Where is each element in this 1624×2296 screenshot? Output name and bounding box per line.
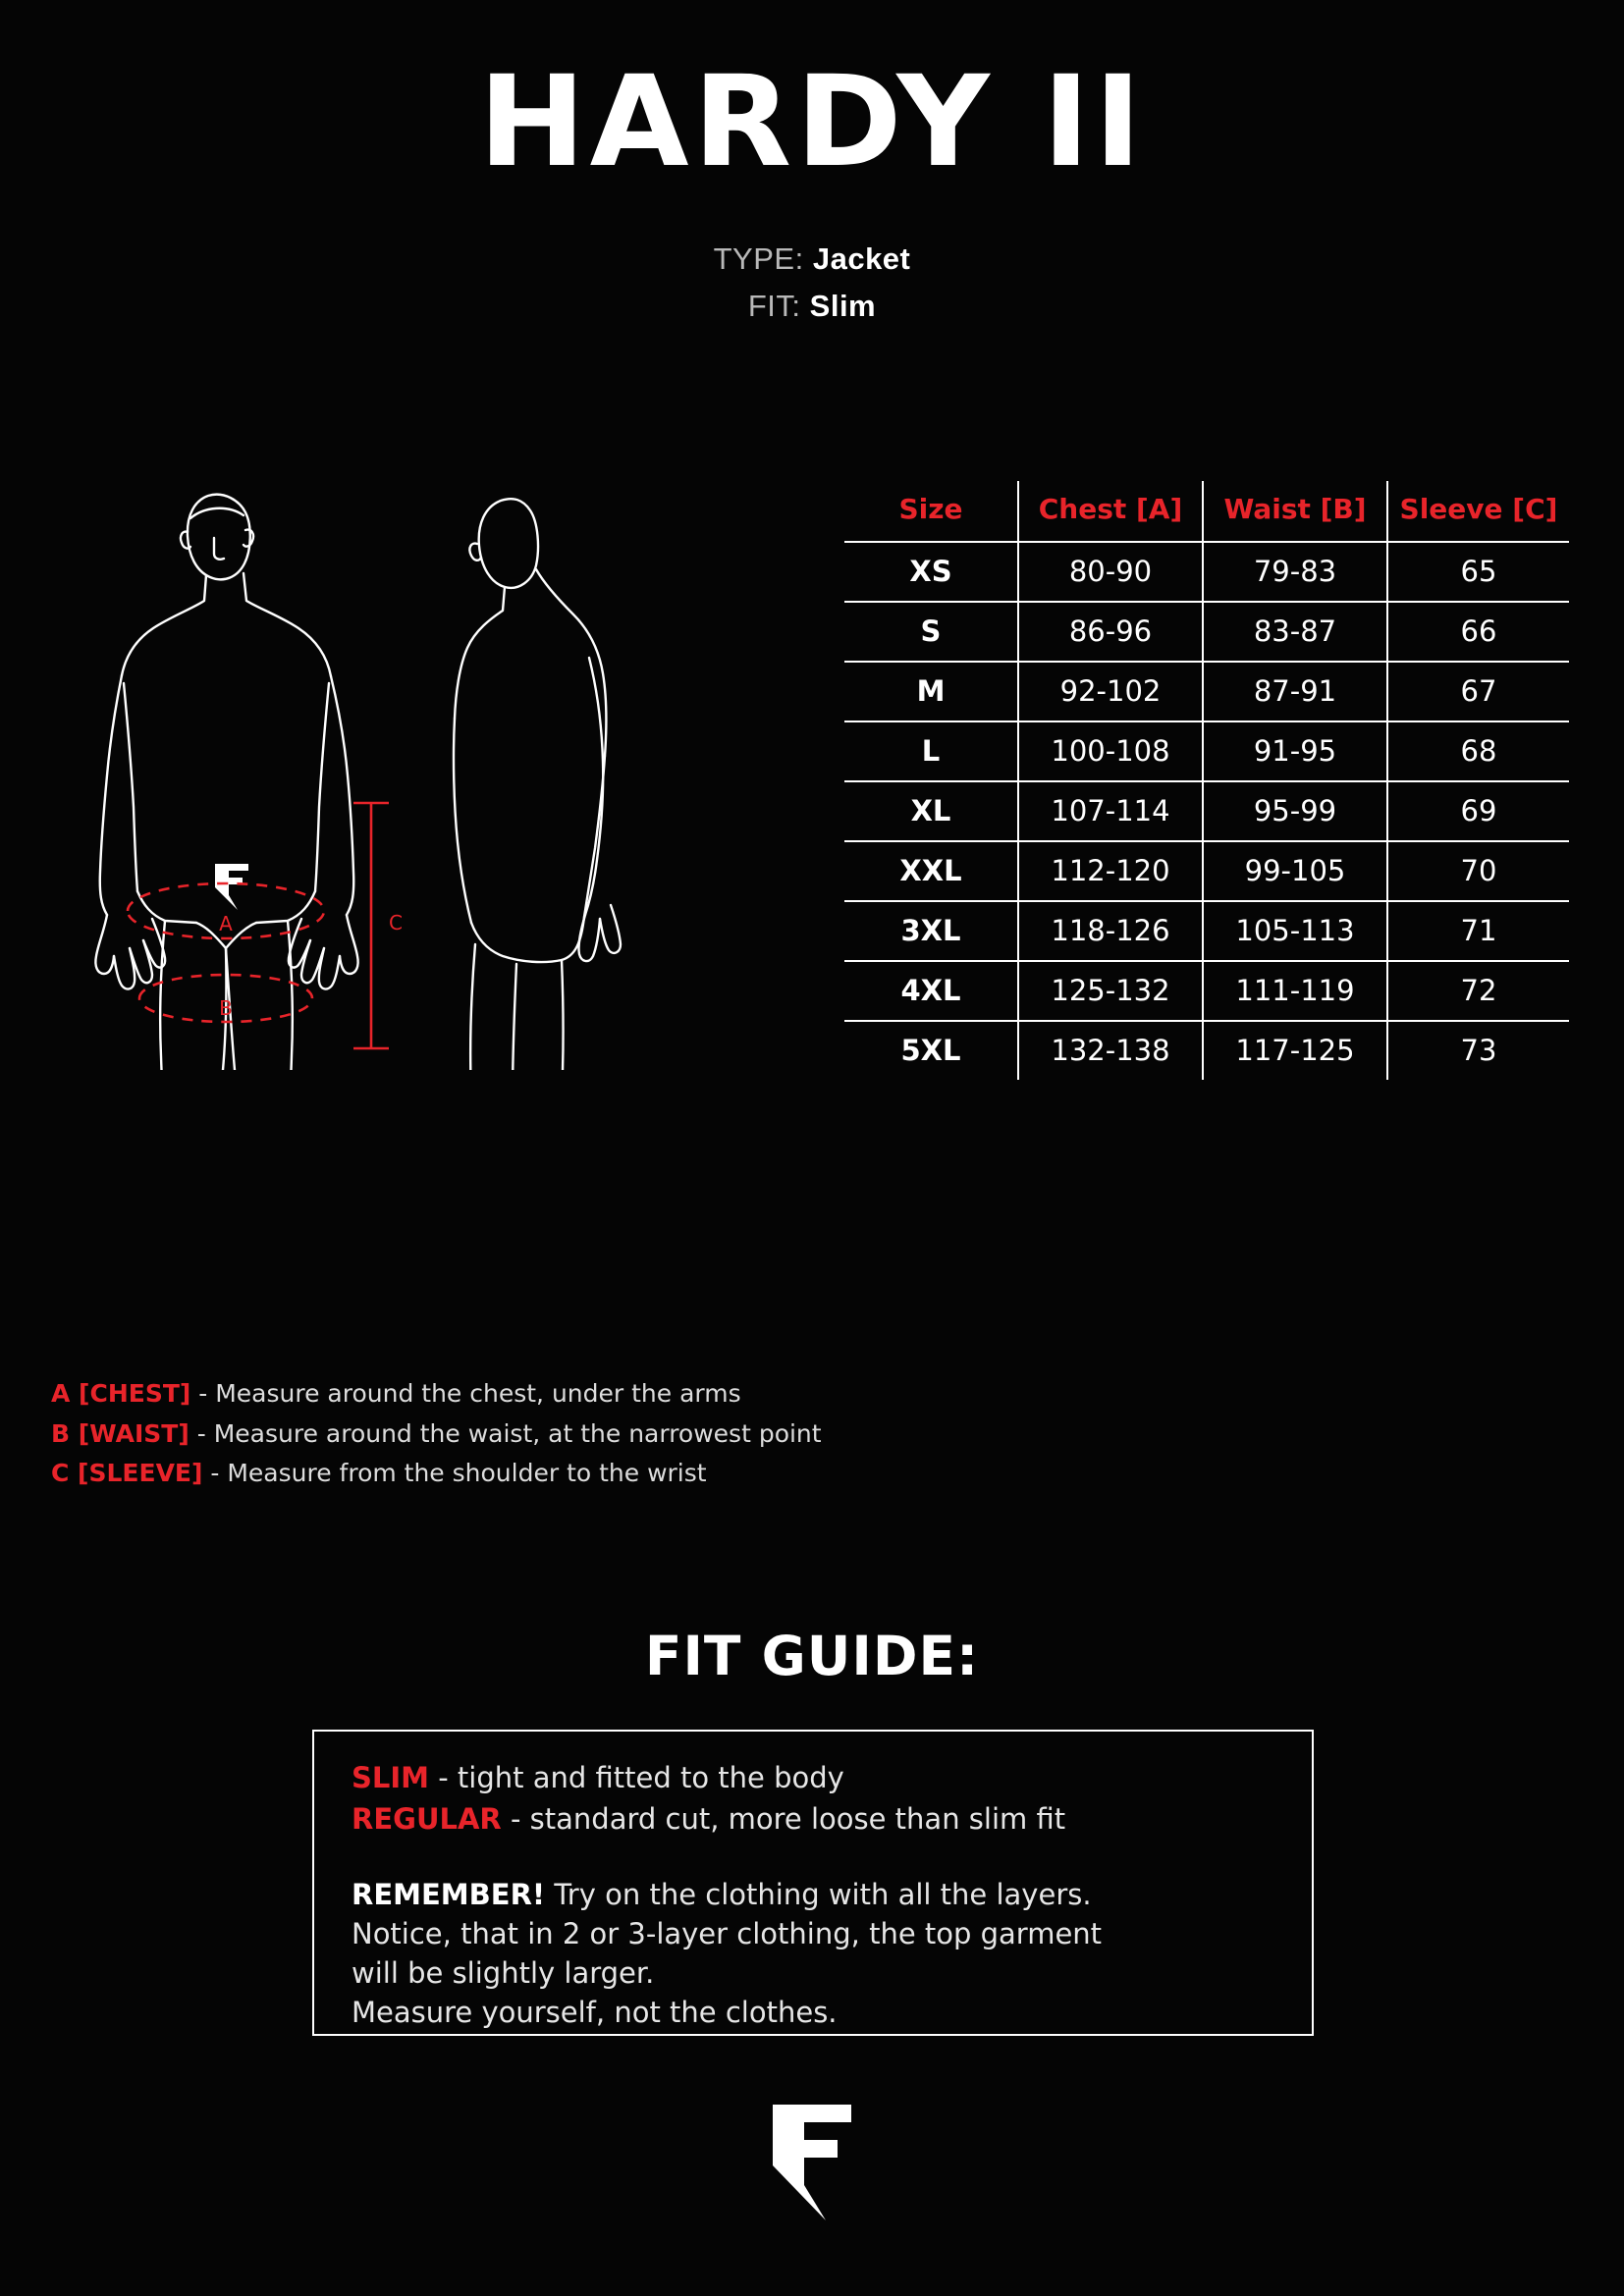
main-content	[0, 461, 1624, 1090]
legend-text-a: - Measure around the chest, under the arms	[190, 1379, 741, 1408]
marker-b-label: B	[219, 996, 233, 1020]
cell-chest: 80-90	[1018, 542, 1203, 602]
cell-sleeve: 67	[1387, 662, 1569, 721]
cell-waist: 91-95	[1203, 721, 1387, 781]
cell-waist: 87-91	[1203, 662, 1387, 721]
cell-size: 3XL	[844, 901, 1018, 961]
marker-c-label: C	[389, 911, 403, 934]
cell-size: XL	[844, 781, 1018, 841]
cell-waist: 117-125	[1203, 1021, 1387, 1080]
cell-chest: 112-120	[1018, 841, 1203, 901]
cell-size: 4XL	[844, 961, 1018, 1021]
legend-item-chest	[51, 1374, 822, 1415]
product-fit-row	[0, 283, 1624, 330]
fit-remember-line2: Notice, that in 2 or 3-layer clothing, the top garment	[352, 1917, 1103, 1951]
fit-remember-line4: Measure yourself, not the clothes.	[352, 1996, 838, 2030]
cell-waist: 99-105	[1203, 841, 1387, 901]
column-header-sleeve: Sleeve [C]	[1387, 481, 1569, 542]
table-row	[844, 841, 1569, 901]
measurement-diagram	[88, 461, 766, 1070]
cell-chest: 100-108	[1018, 721, 1203, 781]
product-fit-value: Slim	[809, 289, 877, 324]
legend-code-a: A [CHEST]	[51, 1379, 191, 1408]
cell-sleeve: 73	[1460, 1034, 1497, 1067]
table-row	[844, 961, 1569, 1021]
table-row	[844, 602, 1569, 662]
cell-waist: 111-119	[1203, 961, 1387, 1021]
cell-size: XS	[844, 542, 1018, 602]
fit-remember-text: Try on the clothing with all the layers.	[545, 1878, 1092, 1912]
product-fit-label: FIT:	[747, 289, 801, 324]
legend-text-c: - Measure from the shoulder to the wrist	[202, 1459, 707, 1487]
fit-slim-text: - tight and fitted to the body	[429, 1761, 844, 1794]
column-header-chest: Chest [A]	[1018, 481, 1203, 542]
cell-waist: 83-87	[1203, 602, 1387, 662]
size-table-head	[844, 481, 1569, 542]
product-meta	[0, 236, 1624, 330]
fit-slim-key: SLIM	[352, 1761, 430, 1794]
legend-item-sleeve	[51, 1454, 822, 1494]
cell-sleeve: 70	[1387, 841, 1569, 901]
legend-text-b: - Measure around the waist, at the narrowest point	[189, 1418, 822, 1448]
fit-remember-line3: will be slightly larger.	[352, 1956, 655, 1991]
cell-size: S	[844, 602, 1018, 662]
table-row	[844, 781, 1569, 841]
marker-a-label: A	[219, 912, 233, 935]
brand-logo-icon	[765, 2101, 859, 2228]
table-row	[844, 721, 1569, 781]
product-type-value: Jacket	[812, 241, 911, 277]
cell-size: XXL	[844, 841, 1018, 901]
fit-remember-block	[352, 1875, 1274, 2032]
cell-sleeve: 71	[1387, 901, 1569, 961]
cell-size: 5XL	[844, 1021, 1018, 1080]
cell-waist: 95-99	[1203, 781, 1387, 841]
table-row	[844, 662, 1569, 721]
cell-chest: 132-138	[1018, 1021, 1203, 1080]
product-type-row	[0, 236, 1624, 283]
fit-regular-text: - standard cut, more loose than slim fit	[501, 1802, 1066, 1837]
table-row	[844, 901, 1569, 961]
table-header-row	[844, 481, 1569, 542]
fit-slim-line	[352, 1757, 1274, 1798]
size-table-wrapper	[844, 481, 1558, 1080]
fit-regular-key: REGULAR	[352, 1802, 502, 1837]
fit-regular-line	[352, 1798, 1274, 1840]
legend-code-b: B [WAIST]	[51, 1418, 189, 1448]
cell-sleeve: 68	[1387, 721, 1569, 781]
column-header-size: Size	[844, 481, 1018, 542]
cell-sleeve: 72	[1387, 961, 1569, 1021]
sleeve-measure-line	[353, 803, 389, 1048]
cell-chest: 92-102	[1018, 662, 1203, 721]
cell-chest: 125-132	[1018, 961, 1203, 1021]
product-type-label: TYPE:	[713, 241, 804, 277]
table-row	[844, 542, 1569, 602]
size-table	[844, 481, 1569, 1080]
legend-item-waist	[51, 1415, 822, 1455]
measurement-legend	[51, 1374, 822, 1494]
cell-waist: 79-83	[1203, 542, 1387, 602]
fit-remember-key: REMEMBER!	[352, 1878, 546, 1912]
cell-chest: 107-114	[1018, 781, 1203, 841]
cell-chest: 118-126	[1018, 901, 1203, 961]
column-header-waist: Waist [B]	[1203, 481, 1387, 542]
size-table-body	[844, 542, 1569, 1080]
cell-sleeve: 66	[1387, 602, 1569, 662]
cell-size: L	[844, 721, 1018, 781]
fit-guide-box	[312, 1730, 1314, 2036]
side-figure-outline	[454, 499, 621, 1070]
cell-sleeve: 65	[1387, 542, 1569, 602]
table-row	[844, 1021, 1569, 1080]
legend-code-c: C [SLEEVE]	[51, 1459, 203, 1487]
page-title: HARDY II	[478, 49, 1146, 195]
cell-chest: 86-96	[1018, 602, 1203, 662]
cell-sleeve: 69	[1387, 781, 1569, 841]
brand-logo-icon	[215, 864, 248, 910]
fit-guide-title: FIT GUIDE:	[644, 1625, 980, 1687]
front-figure-outline	[95, 495, 357, 1070]
cell-waist: 105-113	[1203, 901, 1387, 961]
cell-size: M	[844, 662, 1018, 721]
